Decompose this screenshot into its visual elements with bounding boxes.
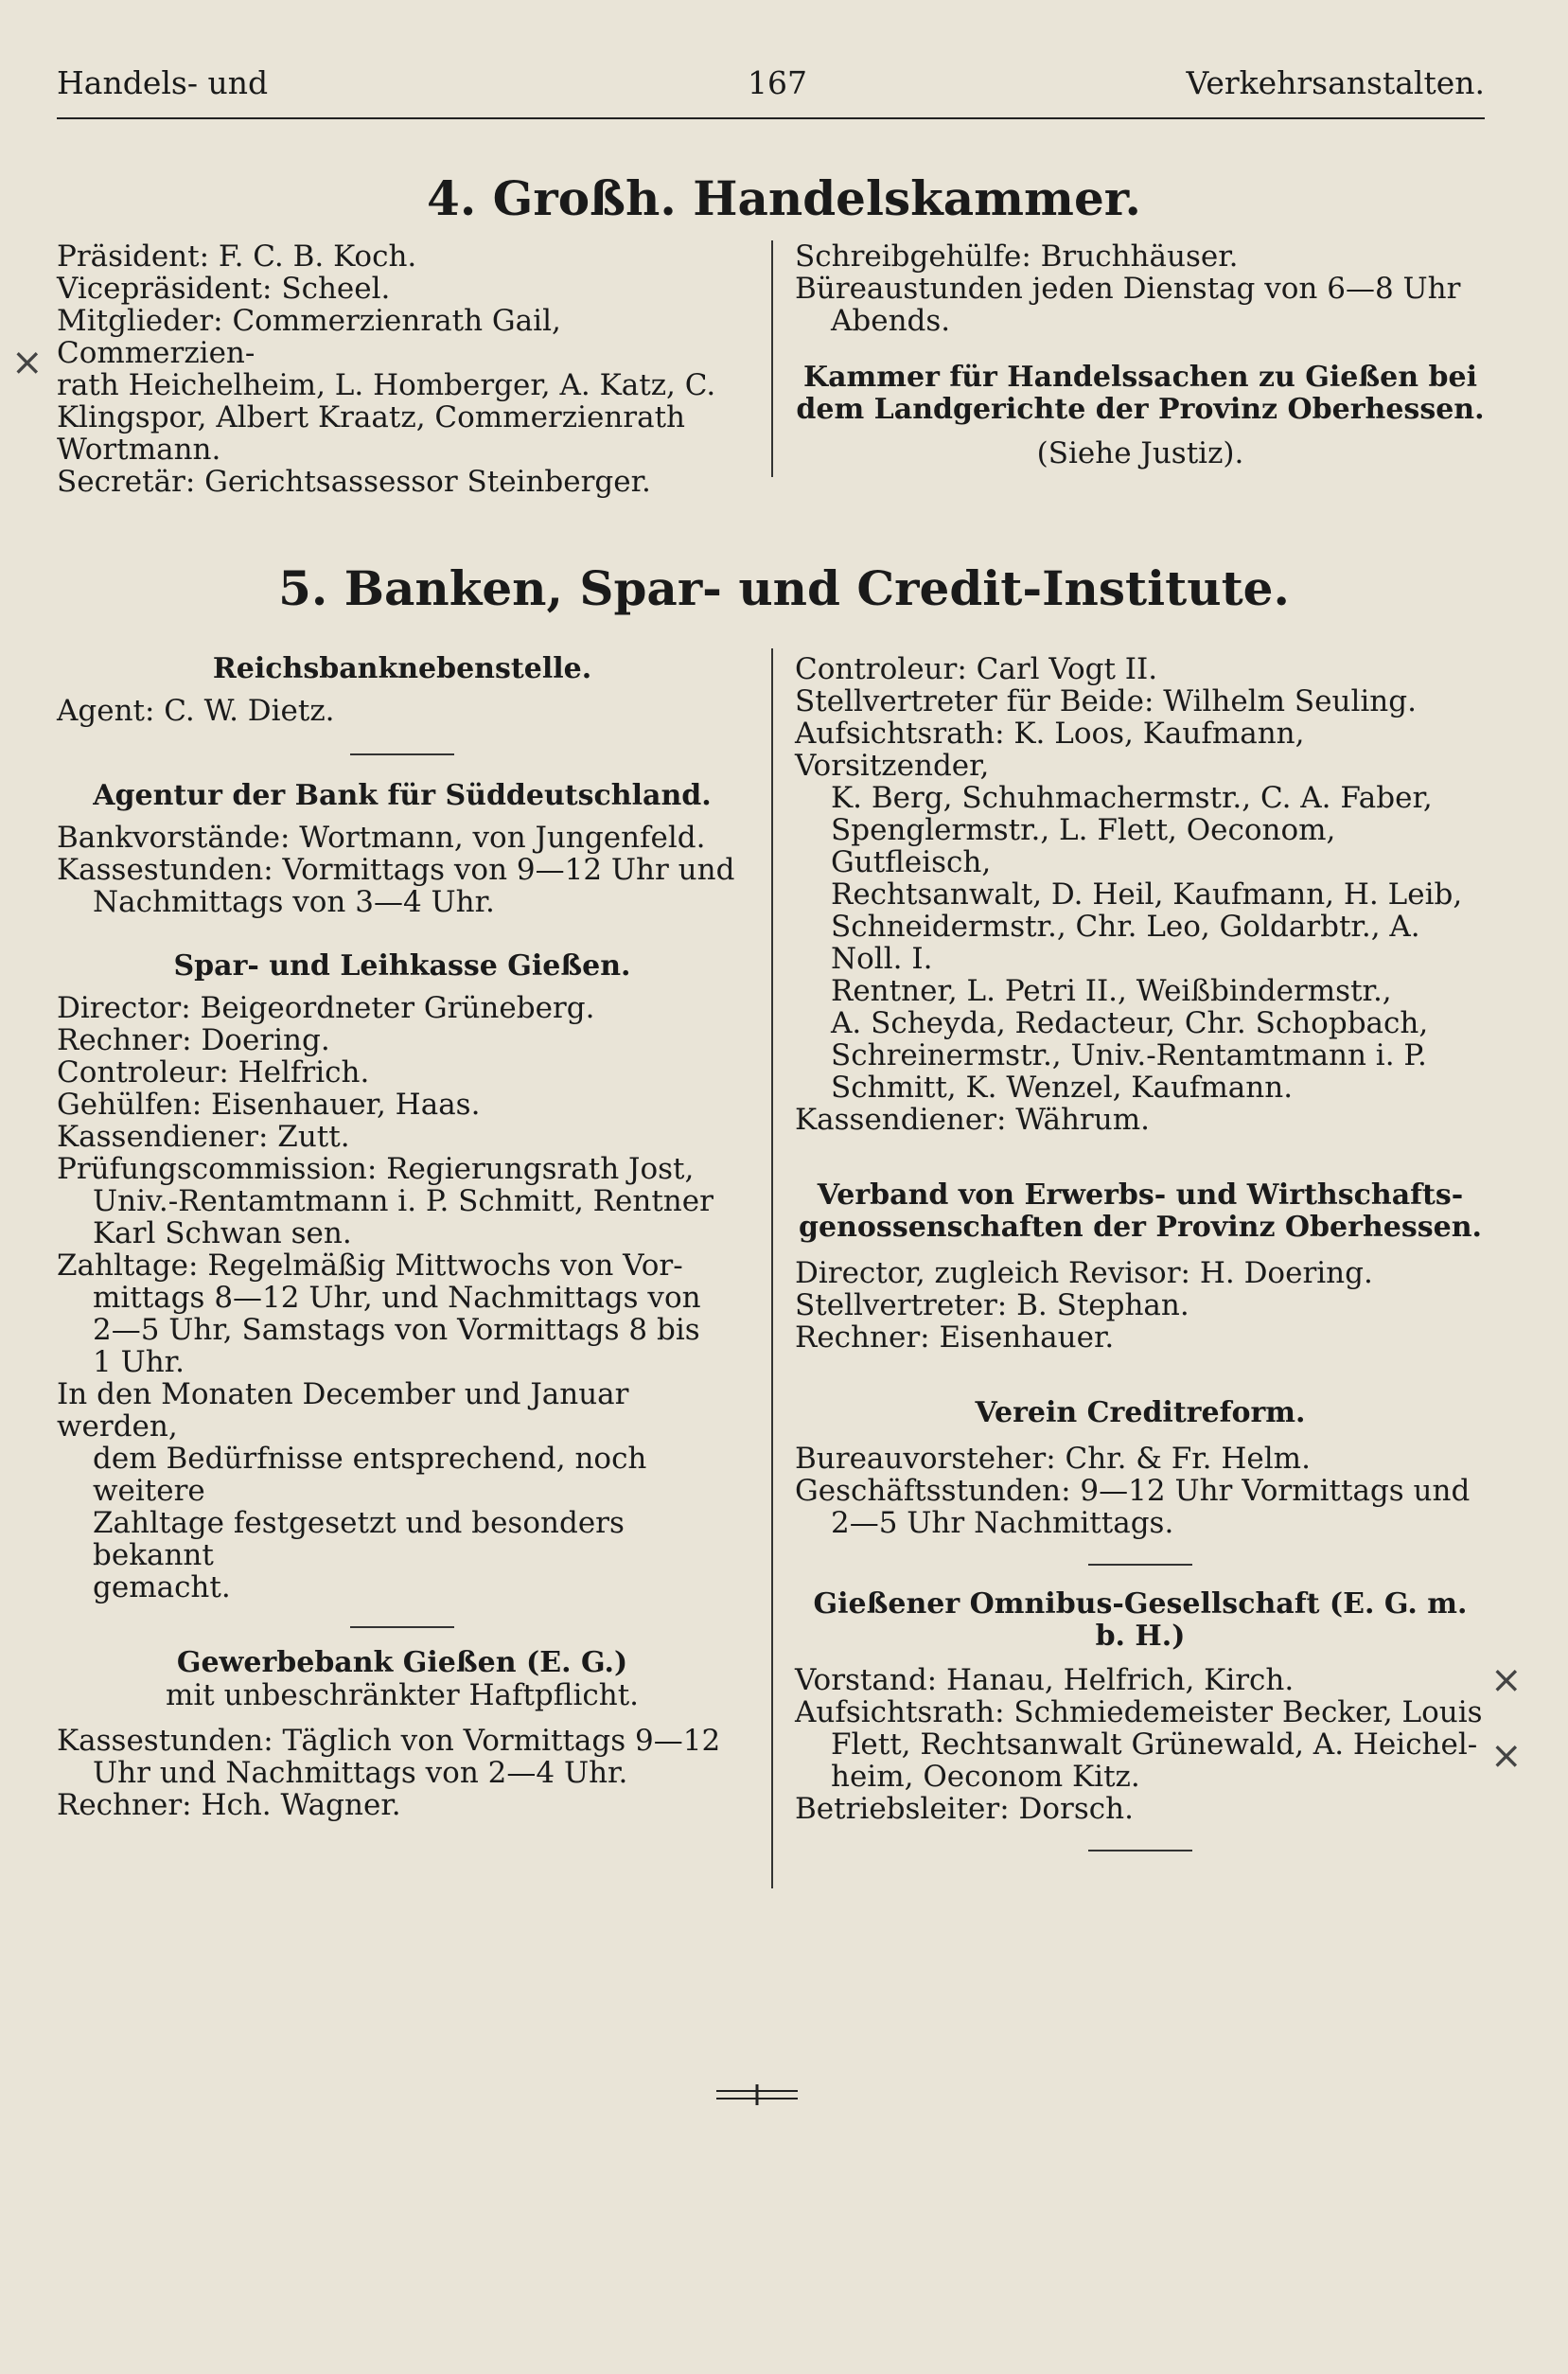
text-line: Zahltage festgesetzt und besonders bekannt [93, 1506, 625, 1572]
text-line: Vorstand: Hanau, Helfrich, Kirch. [795, 1663, 1295, 1697]
text-line: Präsident: F. C. B. Koch. [57, 239, 417, 274]
text-line: Director: Beigeordneter Grüneberg. [57, 991, 595, 1025]
section-4-left [57, 240, 748, 498]
section-4-title: 4. Großh. Handelskammer. [427, 170, 1141, 226]
text-line: dem Bedürfnisse entsprechend, noch weitere [93, 1442, 647, 1508]
text-line: Wortmann. [57, 433, 221, 467]
separator [350, 1626, 454, 1628]
text-line: Rechner: Doering. [57, 1023, 330, 1057]
text-line: Büreaustunden jeden Dienstag von 6—8 Uhr [795, 272, 1461, 306]
text-line: Karl Schwan sen. [93, 1216, 352, 1250]
text-line: Schreibgehülfe: Bruchhäuser. [795, 239, 1239, 274]
text-line: Stellvertreter für Beide: Wilhelm Seuling. [795, 684, 1417, 718]
text-line: Geschäftsstunden: 9—12 Uhr Vormittags und [795, 1474, 1471, 1508]
text-line: Rechner: Hch. Wagner. [57, 1788, 401, 1822]
text-line: Gehülfen: Eisenhauer, Haas. [57, 1088, 481, 1122]
text-line: Betriebsleiter: Dorsch. [795, 1792, 1134, 1826]
text-line: Mitglieder: Commerzienrath Gail, Commerzien- [57, 304, 561, 370]
kammer-note: (Siehe Justiz). [1036, 436, 1244, 470]
running-header [57, 64, 1485, 112]
end-ornament-icon [714, 2081, 800, 2109]
text-line: Controleur: Helfrich. [57, 1055, 370, 1090]
column-divider [771, 240, 773, 477]
text-line: Director, zugleich Revisor: H. Doering. [795, 1256, 1373, 1290]
text-line: Nachmittags von 3—4 Uhr. [93, 885, 495, 919]
section-4-right [795, 240, 1486, 469]
text-line: Stellvertreter: B. Stephan. [795, 1288, 1189, 1322]
column-divider [771, 648, 773, 1888]
reichsbank-title: Reichsbanknebenstelle. [212, 652, 592, 685]
margin-mark-icon: × [1490, 1658, 1523, 1702]
text-line: A. Scheyda, Redacteur, Chr. Schopbach, [831, 1006, 1429, 1040]
section-5-right [795, 653, 1486, 1851]
text-line: 1 Uhr. [93, 1345, 185, 1379]
text-line: 2—5 Uhr Nachmittags. [831, 1506, 1174, 1540]
text-line: Rentner, L. Petri II., Weißbindermstr., [831, 974, 1392, 1008]
verband-title: genossenschaften der Provinz Oberhessen. [799, 1211, 1482, 1244]
text-line: Schmitt, K. Wenzel, Kaufmann. [831, 1071, 1294, 1105]
text-line: Kassendiener: Währum. [795, 1103, 1150, 1137]
page-number: 167 [748, 64, 807, 101]
text-line: Spenglermstr., L. Flett, Oeconom, Gutfleisch, [831, 813, 1336, 879]
text-line: Kassendiener: Zutt. [57, 1120, 350, 1154]
separator [1088, 1564, 1192, 1566]
text-line: Flett, Rechtsanwalt Grünewald, A. Heichel- [831, 1727, 1478, 1762]
text-line: Prüfungscommission: Regierungsrath Jost, [57, 1152, 695, 1186]
text-line: Aufsichtsrath: Schmiedemeister Becker, Louis [795, 1695, 1483, 1729]
text-line: Vicepräsident: Scheel. [57, 272, 391, 306]
text-line: Bankvorstände: Wortmann, von Jungenfeld. [57, 821, 706, 855]
text-line: Schneidermstr., Chr. Leo, Goldarbtr., A. Noll. I. [831, 910, 1420, 976]
text-line: Rechtsanwalt, D. Heil, Kaufmann, H. Leib, [831, 877, 1463, 912]
header-rule [57, 117, 1485, 119]
text-line: Abends. [831, 304, 951, 338]
verband-title: Verband von Erwerbs- und Wirthschafts- [817, 1178, 1464, 1212]
margin-mark-icon: × [11, 341, 44, 384]
text-line: Kassestunden: Täglich von Vormittags 9—12 [57, 1724, 721, 1758]
text-line: Kassestunden: Vormittags von 9—12 Uhr und [57, 853, 735, 887]
text-line: Klingspor, Albert Kraatz, Commerzienrath [57, 400, 686, 434]
omnibus-title: Gießener Omnibus-Gesellschaft (E. G. m. b. H.) [813, 1587, 1468, 1653]
text-line: Controleur: Carl Vogt II. [795, 652, 1158, 686]
text-line: heim, Oeconom Kitz. [831, 1760, 1140, 1794]
creditreform-title: Verein Creditreform. [975, 1396, 1306, 1429]
text-line: mittags 8—12 Uhr, und Nachmittags von [93, 1281, 701, 1315]
text-line: 2—5 Uhr, Samstags von Vormittags 8 bis [93, 1313, 700, 1347]
gewerbe-subtitle: mit unbeschränkter Haftpflicht. [165, 1678, 640, 1712]
text-line: Bureauvorsteher: Chr. & Fr. Helm. [795, 1442, 1311, 1476]
section-5-left [57, 653, 748, 1821]
text-line: rath Heichelheim, L. Homberger, A. Katz, C. [57, 368, 716, 402]
text-line: Uhr und Nachmittags von 2—4 Uhr. [93, 1756, 628, 1790]
text-line: In den Monaten December und Januar werden, [57, 1377, 629, 1444]
text-line: K. Berg, Schuhmachermstr., C. A. Faber, [831, 781, 1433, 815]
margin-mark-icon: × [1490, 1734, 1523, 1778]
header-right: Verkehrsanstalten. [1186, 64, 1485, 101]
text-line: Rechner: Eisenhauer. [795, 1320, 1115, 1355]
text-line: Univ.-Rentamtmann i. P. Schmitt, Rentner [93, 1184, 714, 1218]
spar-title: Spar- und Leihkasse Gießen. [173, 949, 631, 983]
kammer-title: dem Landgerichte der Provinz Oberhessen. [796, 393, 1485, 426]
separator [1088, 1850, 1192, 1851]
section-5-title: 5. Banken, Spar- und Credit-Institute. [278, 560, 1290, 616]
text-line: gemacht. [93, 1570, 231, 1604]
agentur-title: Agentur der Bank für Süddeutschland. [93, 779, 712, 812]
text-line: Aufsichtsrath: K. Loos, Kaufmann, Vorsitzender, [795, 717, 1305, 783]
separator [350, 753, 454, 755]
header-left: Handels- und [57, 64, 269, 101]
text-line: Secretär: Gerichtsassessor Steinberger. [57, 465, 651, 499]
reichsbank-agent: Agent: C. W. Dietz. [57, 694, 335, 728]
text-line: Schreinermstr., Univ.-Rentamtmann i. P. [831, 1038, 1427, 1072]
kammer-title: Kammer für Handelssachen zu Gießen bei [803, 361, 1477, 394]
text-line: Zahltage: Regelmäßig Mittwochs von Vor- [57, 1249, 683, 1283]
gewerbe-title: Gewerbebank Gießen (E. G.) [176, 1646, 628, 1679]
